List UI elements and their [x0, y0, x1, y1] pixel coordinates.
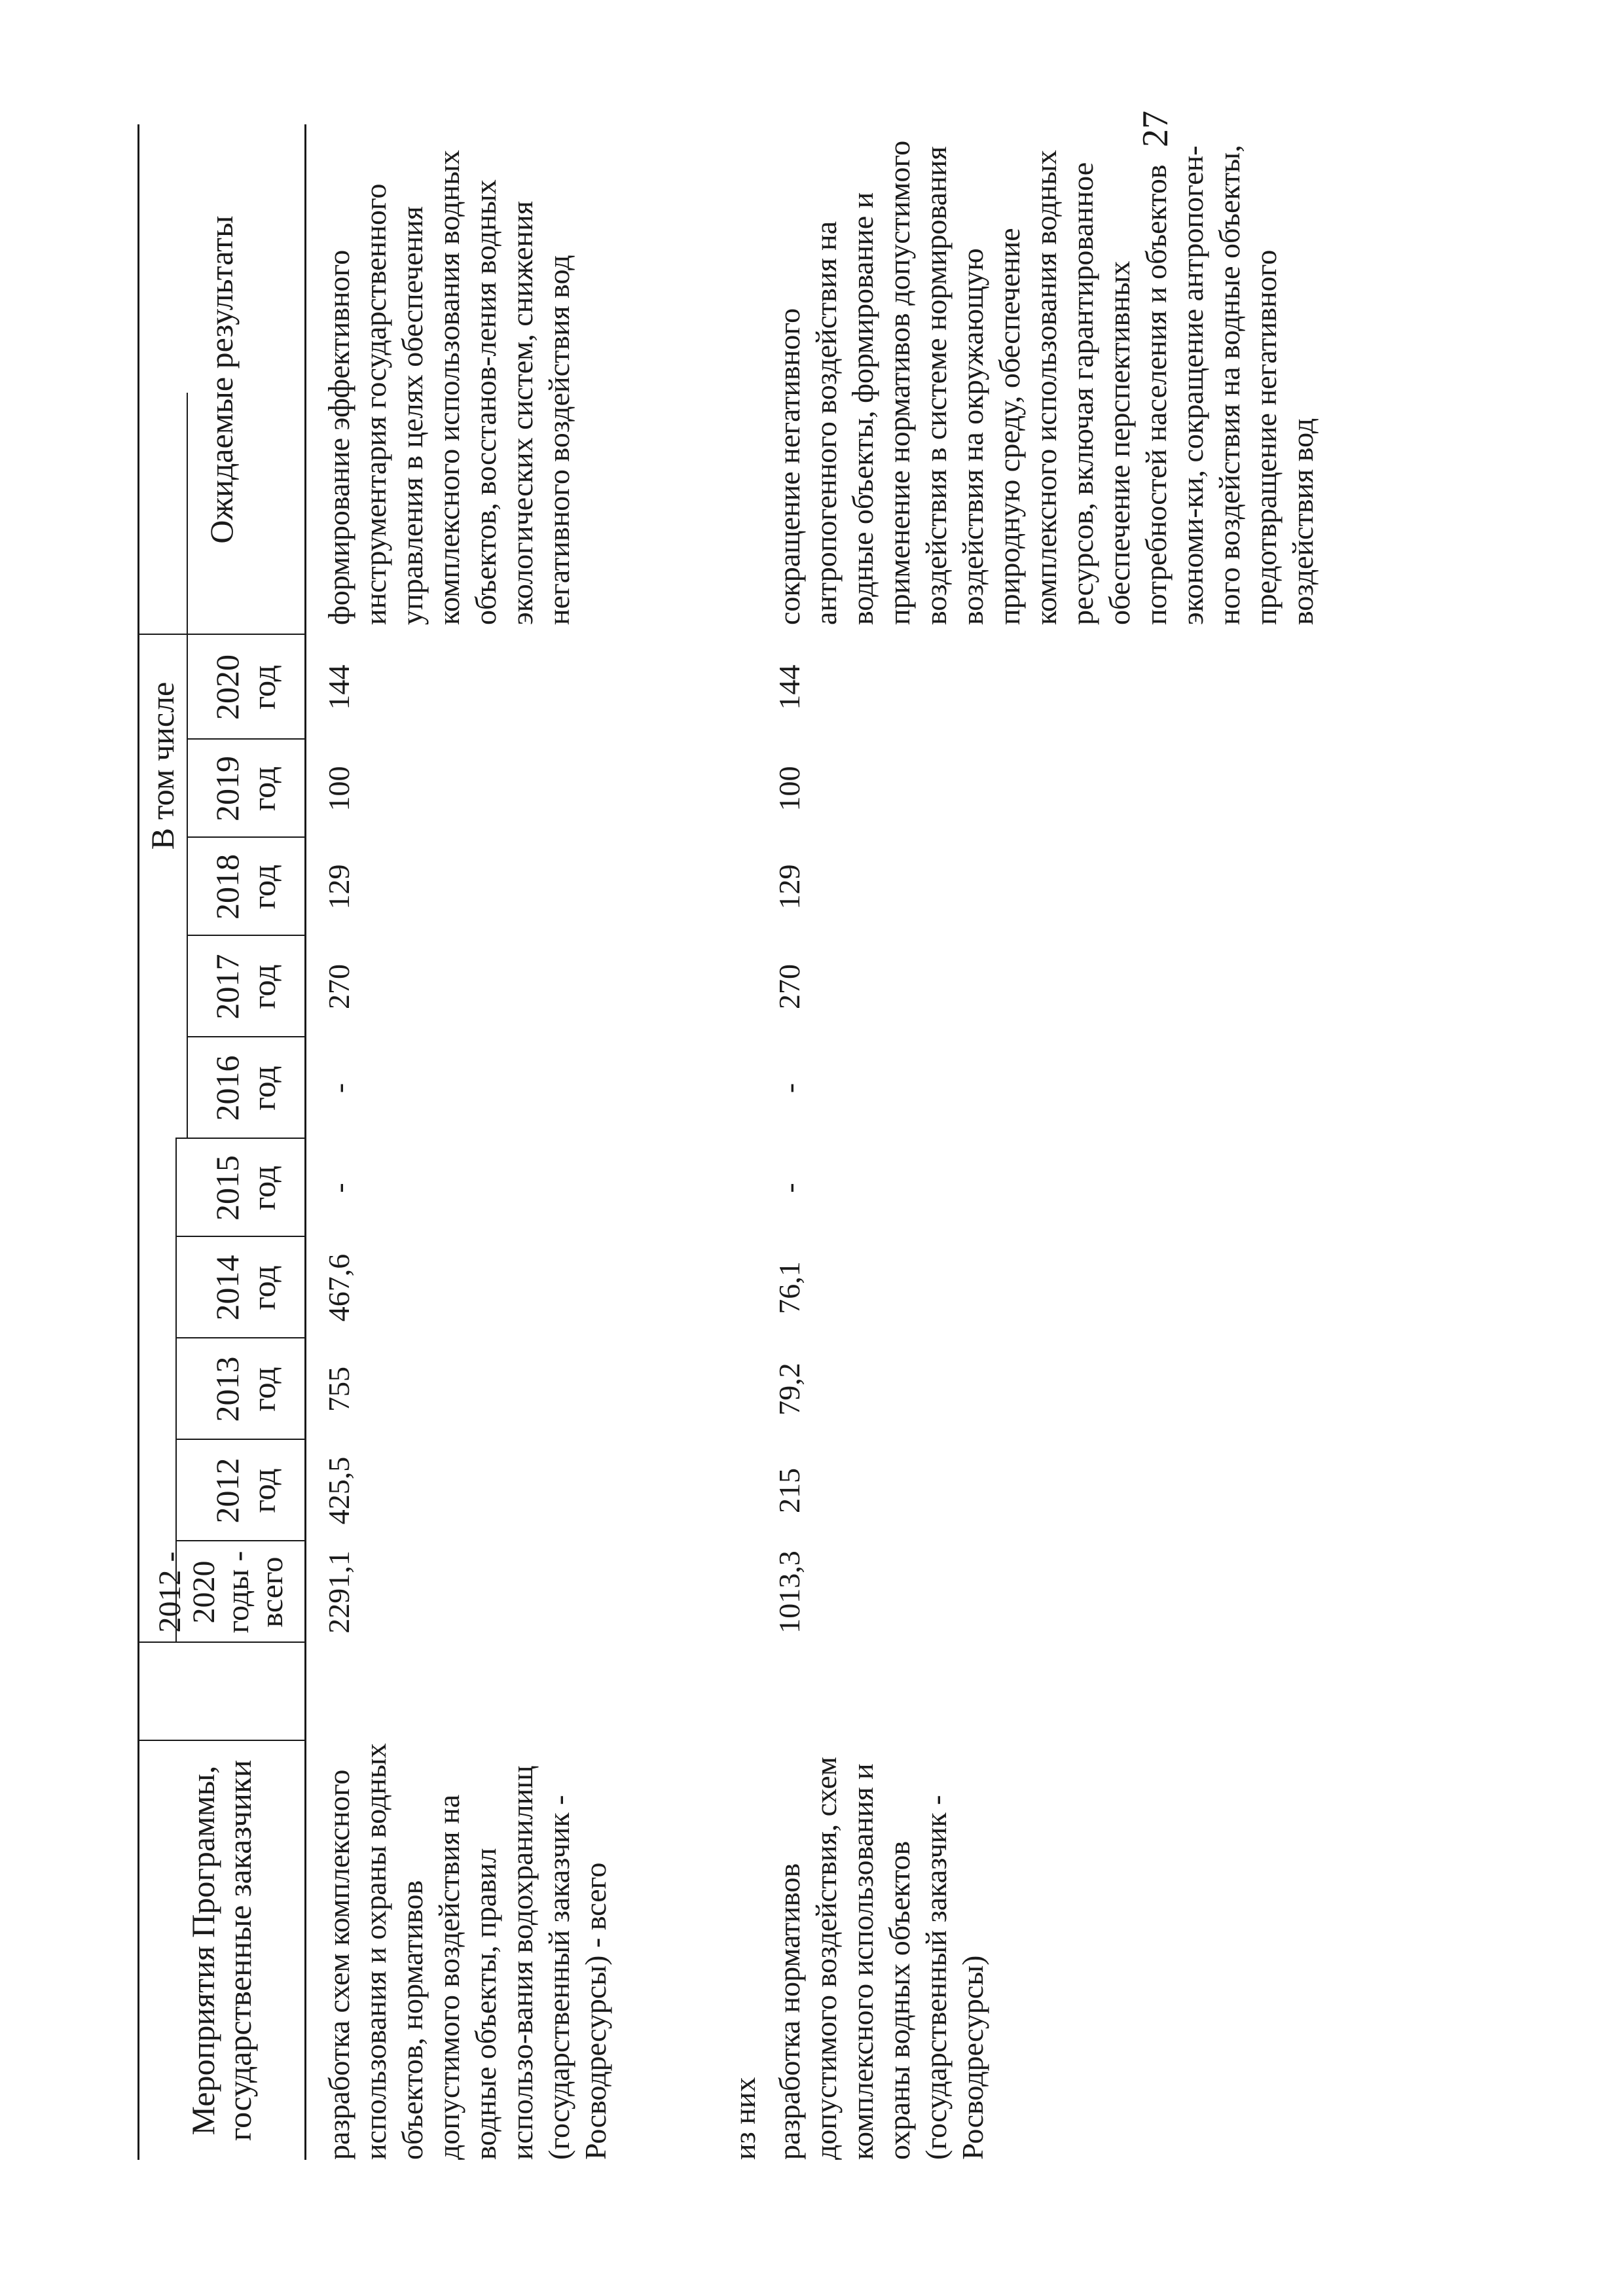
header-year-2020: 2020 год [209, 655, 282, 720]
row1-result: формирование эффективного инструментария государственного управления в целях обеспечения комплексного использования водных объектов, восстанов-ления водных экологических систем, снижения негативного воздействия вод [322, 149, 575, 625]
row1-2012: 425,5 [322, 1456, 356, 1525]
header-year-2018: 2018 год [209, 854, 282, 920]
row1-2018: 129 [322, 864, 356, 910]
header-year-2016: 2016 год [209, 1055, 282, 1121]
header-year-2012: 2012 год [209, 1458, 282, 1524]
row1-2017: 270 [322, 964, 356, 1009]
row1-2015: - [322, 1183, 356, 1193]
header-year-2017: 2017 год [209, 954, 282, 1020]
row2-2014: 76,1 [773, 1261, 806, 1314]
row2-2016: - [773, 1083, 806, 1094]
header-total: 2012 - 2020 годы - всего [152, 1551, 289, 1634]
header-year-2014: 2014 год [209, 1255, 282, 1321]
header-including: В том числе [143, 681, 181, 850]
row2-measure: разработка нормативов допустимого воздействия, схем комплексного использования и охраны водных объектов (государственный заказчик - Росводресурсы) [773, 1757, 989, 2160]
row2-2018: 129 [773, 864, 806, 910]
header-measures: Мероприятия Программы, государственные заказчики [184, 1759, 258, 2142]
header-results: Ожидаемые результаты [202, 215, 240, 544]
row2-2020: 144 [773, 664, 806, 710]
row1-2020: 144 [322, 664, 356, 710]
row2-2019: 100 [773, 766, 806, 812]
header-bottom-border [304, 124, 306, 2160]
row1-measure: разработка схем комплексного использования и охраны водных объектов, нормативов допустимого воздействия на водные объекты, правил использо-вания водохранилищ (государственный заказчик - Росводресурсы) - всего [322, 1743, 612, 2160]
row2-result: сокращение негативного антропогенного воздействия на водные объекты, формирование и применение нормативов допустимого воздействия в системе нормирования воздействия на окружающую природную среду, обеспечение комплексного использования водных ресурсов, включая гарантированное обеспечение перспективных потребностей населения и объектов экономи-ки, сокращение антропоген-ного воздействия на водные объекты, предотвращение негативного воздействия вод [773, 140, 1319, 625]
row1-2014: 467,6 [322, 1253, 356, 1322]
page-number: 27 [1135, 111, 1176, 147]
row2-2013: 79,2 [773, 1363, 806, 1416]
row2-total: 1013,3 [773, 1551, 806, 1634]
row1-2019: 100 [322, 766, 356, 812]
program-table [137, 124, 1453, 2160]
row2-2017: 270 [773, 964, 806, 1009]
row2-2015: - [773, 1183, 806, 1193]
row1-2016: - [322, 1083, 356, 1094]
header-year-2013: 2013 год [209, 1356, 282, 1422]
row1-total: 2291,1 [322, 1551, 356, 1634]
header-year-2015: 2015 год [209, 1155, 282, 1221]
row2-2012: 215 [773, 1468, 806, 1513]
row2-prefix: из них [728, 2077, 761, 2160]
header-year-2019: 2019 год [209, 756, 282, 821]
row1-2013: 755 [322, 1367, 356, 1412]
